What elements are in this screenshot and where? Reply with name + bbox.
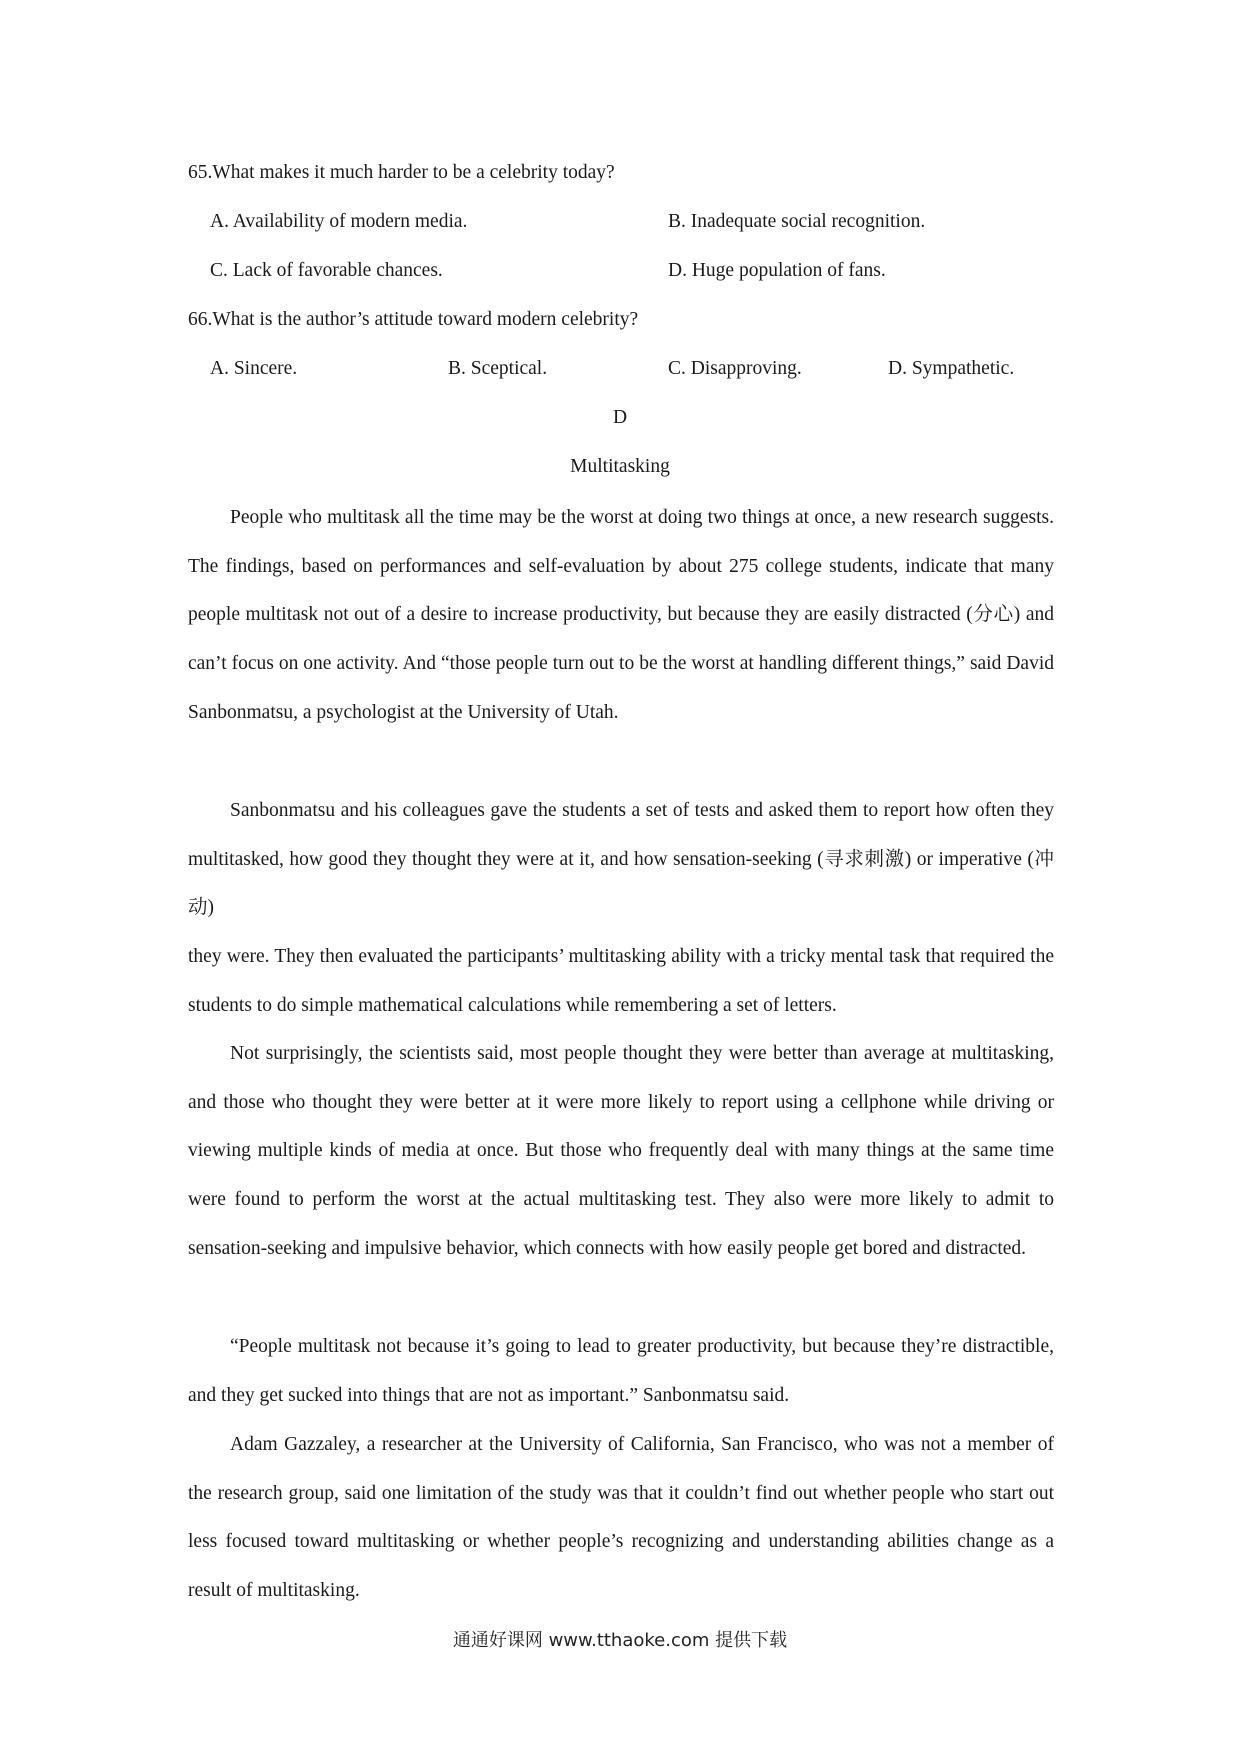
- question-65-option-b: B. Inadequate social recognition.: [668, 211, 926, 232]
- passage-title: Multitasking: [570, 456, 670, 477]
- page-footer-watermark: 通通好课网 www.tthaoke.com 提供下载: [452, 1630, 788, 1651]
- passage-paragraph-5: [188, 1421, 1054, 1616]
- paragraph-6-text: Adam Gazzaley, a researcher at the University of California, San Francisco, who was not a member of the research group, said one limitation of the study was that it couldn’t find out whether people who start out less focused toward multitasking or whether people’s recognizing and understanding abilities change as a result of multitasking.: [188, 1434, 1054, 1602]
- paragraph-5-text: “People multitask not because it’s going to lead to greater productivity, but because they’re distractible, and they get sucked into things that are not as important.” Sanbonmatsu said.: [188, 1336, 1054, 1406]
- question-66-option-a: A. Sincere.: [210, 358, 298, 379]
- question-65-option-d: D. Huge population of fans.: [668, 260, 886, 281]
- question-66-stem: 66.What is the author’s attitude toward modern celebrity?: [188, 309, 639, 330]
- passage-paragraph-2-continued: [188, 933, 1054, 1030]
- passage-paragraph-4: [188, 1323, 1054, 1420]
- paragraph-1-text: People who multitask all the time may be the worst at doing two things at once, a new research suggests. The findings, based on performances and self-evaluation by about 275 college students, indicate that many people multitask not out of a desire to increase productivity, but because they are easily distracted (分心) and can’t focus on one activity. And “those people turn out to be the worst at handling different things,” said David Sanbonmatsu, a psychologist at the University of Utah.: [188, 507, 1054, 723]
- question-65-option-c: C. Lack of favorable chances.: [210, 260, 443, 281]
- question-65-stem: 65.What makes it much harder to be a celebrity today?: [188, 162, 615, 183]
- passage-paragraph-1: [188, 494, 1054, 738]
- question-65-option-a: A. Availability of modern media.: [210, 211, 468, 232]
- question-66-option-c: C. Disapproving.: [668, 358, 802, 379]
- passage-paragraph-2: [188, 787, 1054, 933]
- passage-paragraph-3: [188, 1030, 1054, 1274]
- paragraph-3-text: they were. They then evaluated the participants’ multitasking ability with a tricky mental task that required the students to do simple mathematical calculations while remembering a set of letters.: [188, 946, 1054, 1016]
- question-66-option-d: D. Sympathetic.: [888, 358, 1015, 379]
- section-letter: D: [612, 407, 628, 428]
- paragraph-2-text: Sanbonmatsu and his colleagues gave the students a set of tests and asked them to report how often they multitasked, how good they thought they were at it, and how sensation-seeking (寻求刺激) or imperative (冲动): [188, 800, 1054, 919]
- question-66-option-b: B. Sceptical.: [448, 358, 548, 379]
- paragraph-4-text: Not surprisingly, the scientists said, most people thought they were better than average at multitasking, and those who thought they were better at it were more likely to report using a cellphone while driving or viewing multiple kinds of media at once. But those who frequently deal with many things at the same time were found to perform the worst at the actual multitasking test. They also were more likely to admit to sensation-seeking and impulsive behavior, which connects with how easily people get bored and distracted.: [188, 1043, 1054, 1259]
